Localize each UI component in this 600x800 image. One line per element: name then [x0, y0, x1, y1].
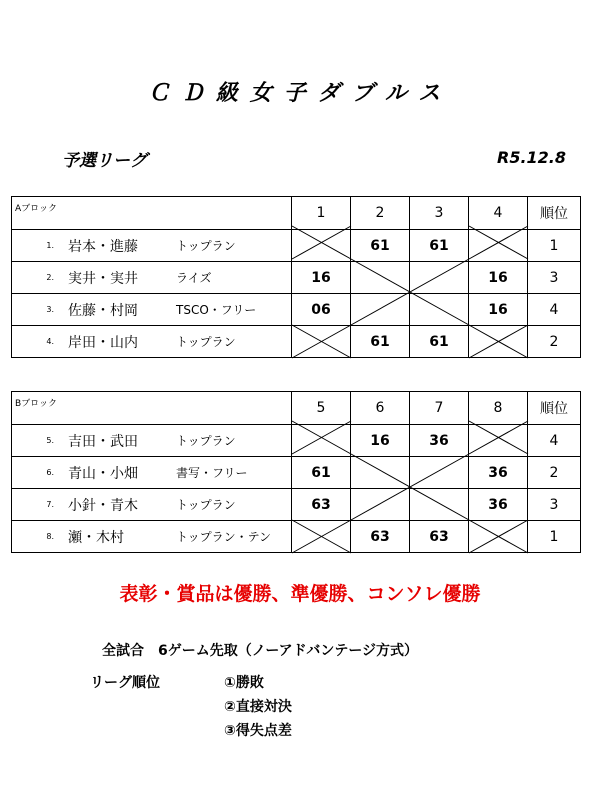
- table-row: [12, 326, 581, 358]
- block-header-row: [12, 197, 581, 230]
- rank-cell: 3: [528, 262, 581, 294]
- table-row: [12, 521, 581, 553]
- score-cell: [469, 425, 528, 457]
- row-number: 7.: [46, 500, 54, 509]
- team-cell: [12, 230, 292, 262]
- row-number: 2.: [46, 273, 54, 282]
- score-cell: [469, 521, 528, 553]
- rank-cell: 1: [528, 521, 581, 553]
- score-cell: [351, 489, 410, 521]
- score-cell: 63: [351, 521, 410, 553]
- column-number: 6: [351, 392, 410, 425]
- ranking-item: ②直接対決: [224, 699, 292, 715]
- score-cell: 16: [351, 425, 410, 457]
- ranking-item: ①勝敗: [224, 675, 264, 691]
- score-cell: [292, 425, 351, 457]
- score-cell: [410, 262, 469, 294]
- club-name: ライズ: [176, 271, 212, 285]
- team-cell: [12, 489, 292, 521]
- column-number: 8: [469, 392, 528, 425]
- score-cell: [410, 489, 469, 521]
- score-cell: [292, 230, 351, 262]
- column-number: 4: [469, 197, 528, 230]
- score-cell: 16: [469, 294, 528, 326]
- column-number: 3: [410, 197, 469, 230]
- column-number: 1: [292, 197, 351, 230]
- block-header-row: [12, 392, 581, 425]
- club-name: 書写・フリー: [176, 466, 248, 480]
- score-cell: [410, 457, 469, 489]
- table-row: [12, 489, 581, 521]
- table-row: [12, 425, 581, 457]
- score-cell: [351, 457, 410, 489]
- score-cell: 16: [469, 262, 528, 294]
- rank-cell: 2: [528, 457, 581, 489]
- team-cell: [12, 294, 292, 326]
- score-cell: 61: [410, 230, 469, 262]
- score-cell: 61: [351, 326, 410, 358]
- table-row: [12, 457, 581, 489]
- score-cell: 06: [292, 294, 351, 326]
- player-names: 実井・実井: [68, 270, 138, 287]
- score-cell: [292, 521, 351, 553]
- column-number: 7: [410, 392, 469, 425]
- rank-cell: 2: [528, 326, 581, 358]
- league-subtitle: 予選リーグ: [62, 151, 147, 171]
- ranking-item: ③得失点差: [224, 723, 292, 739]
- score-cell: 61: [410, 326, 469, 358]
- event-date: R5.12.8: [497, 148, 567, 167]
- score-cell: 16: [292, 262, 351, 294]
- block-b-table: [11, 391, 581, 553]
- score-cell: 61: [292, 457, 351, 489]
- row-number: 6.: [46, 468, 54, 477]
- block-name: Aブロック: [12, 197, 292, 230]
- score-cell: [351, 262, 410, 294]
- rank-header: 順位: [528, 197, 581, 230]
- score-cell: 36: [410, 425, 469, 457]
- club-name: トップラン: [176, 498, 236, 512]
- player-names: 瀬・木村: [68, 529, 124, 546]
- block-a-table: [11, 196, 581, 358]
- table-row: [12, 262, 581, 294]
- ranking-label: リーグ順位: [90, 675, 160, 691]
- club-name: トップラン: [176, 335, 236, 349]
- club-name: トップラン・テン: [176, 530, 272, 544]
- player-names: 吉田・武田: [68, 433, 138, 450]
- team-cell: [12, 262, 292, 294]
- club-name: トップラン: [176, 239, 236, 253]
- score-cell: 36: [469, 457, 528, 489]
- column-number: 5: [292, 392, 351, 425]
- rank-cell: 4: [528, 294, 581, 326]
- score-cell: [410, 294, 469, 326]
- page-title: ＣＤ級女子ダブルス: [147, 81, 453, 106]
- player-names: 岸田・山内: [68, 334, 138, 351]
- player-names: 小針・青木: [68, 497, 138, 514]
- block-name: Bブロック: [12, 392, 292, 425]
- team-cell: [12, 425, 292, 457]
- score-cell: [351, 294, 410, 326]
- rank-cell: 4: [528, 425, 581, 457]
- score-cell: [292, 326, 351, 358]
- team-cell: [12, 521, 292, 553]
- rank-cell: 1: [528, 230, 581, 262]
- team-cell: [12, 326, 292, 358]
- match-format: 全試合 6ゲーム先取（ノーアドバンテージ方式）: [102, 643, 419, 659]
- table-row: [12, 294, 581, 326]
- team-cell: [12, 457, 292, 489]
- score-cell: 63: [410, 521, 469, 553]
- player-names: 青山・小畑: [68, 465, 138, 482]
- score-cell: [469, 230, 528, 262]
- club-name: TSCO・フリー: [176, 303, 257, 317]
- row-number: 5.: [46, 436, 54, 445]
- row-number: 1.: [46, 241, 54, 250]
- score-cell: 61: [351, 230, 410, 262]
- awards-notice: 表彰・賞品は優勝、準優勝、コンソレ優勝: [119, 583, 481, 605]
- row-number: 3.: [46, 305, 54, 314]
- score-cell: [469, 326, 528, 358]
- player-names: 岩本・進藤: [68, 238, 138, 255]
- score-cell: 36: [469, 489, 528, 521]
- rank-cell: 3: [528, 489, 581, 521]
- table-row: [12, 230, 581, 262]
- row-number: 4.: [46, 337, 54, 346]
- club-name: トップラン: [176, 434, 236, 448]
- rank-header: 順位: [528, 392, 581, 425]
- score-cell: 63: [292, 489, 351, 521]
- row-number: 8.: [46, 532, 54, 541]
- player-names: 佐藤・村岡: [68, 302, 138, 319]
- column-number: 2: [351, 197, 410, 230]
